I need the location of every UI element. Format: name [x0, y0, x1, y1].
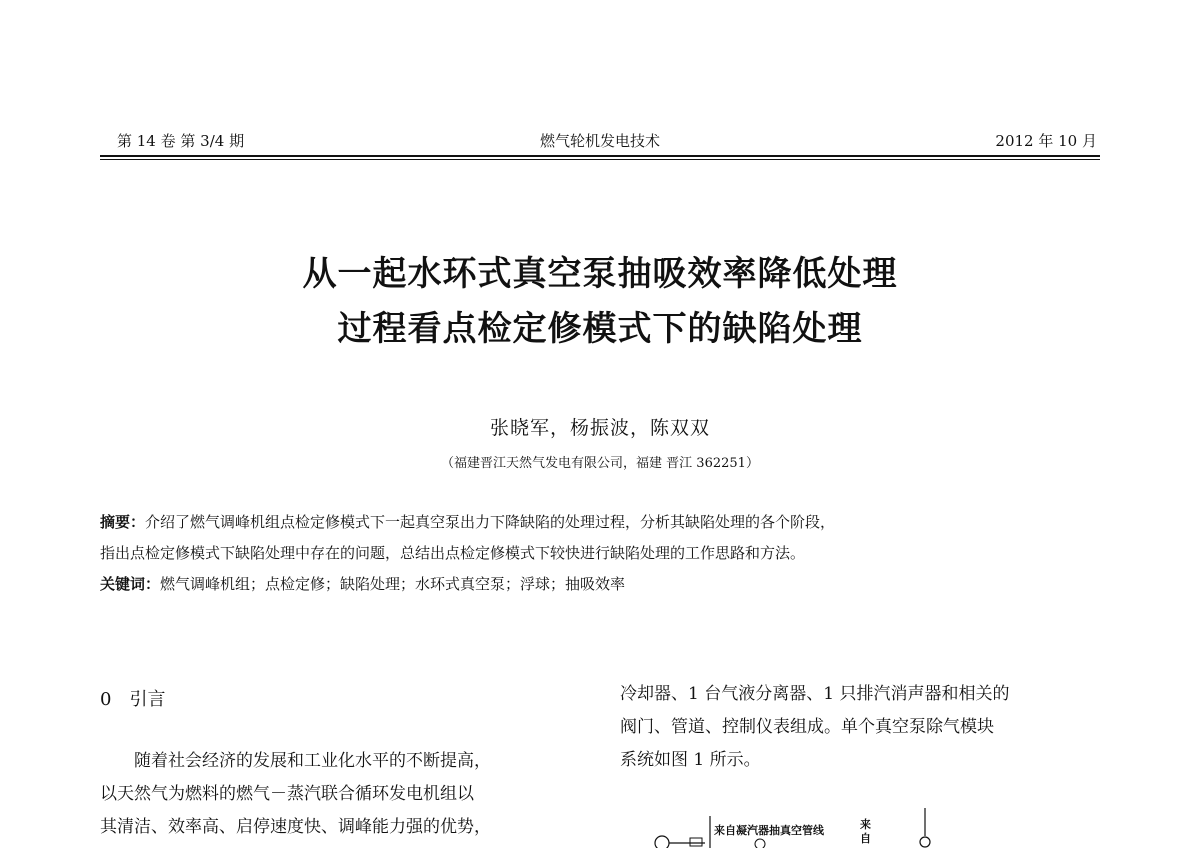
- abstract-label: 摘要：: [100, 513, 146, 531]
- affiliation: （福建晋江天然气发电有限公司，福建 晋江 362251）: [441, 456, 759, 471]
- figure-label: 来自凝汽器抽真空管线: [714, 824, 824, 837]
- paper-title-line1: 从一起水环式真空泵抽吸效率降低处理: [302, 254, 898, 294]
- section-title: 引言: [129, 689, 166, 710]
- figure-side-label: 来自: [860, 818, 871, 845]
- header-volume-issue: 第 14 卷 第 3/4 期: [117, 132, 245, 150]
- right-col-line2: 阀门、管道、控制仪表组成。单个真空泵除气模块: [620, 717, 994, 737]
- right-col-line3: 系统如图 1 所示。: [620, 750, 761, 770]
- abstract-line2: 指出点检定修模式下缺陷处理中存在的问题，总结出点检定修模式下较快进行缺陷处理的工作思路和方法。: [100, 544, 806, 562]
- authors: 张晓军，杨振波，陈双双: [489, 417, 710, 439]
- right-col-line1: 冷却器、1 台气液分离器、1 只排汽消声器和相关的: [620, 684, 1010, 704]
- abstract-text-1: 介绍了燃气调峰机组点检定修模式下一起真空泵出力下降缺陷的处理过程，分析其缺陷处理的各个阶段，: [145, 513, 836, 531]
- left-col-line3: 其清洁、效率高、启停速度快、调峰能力强的优势，: [100, 817, 491, 837]
- header-date: 2012 年 10 月: [995, 132, 1097, 150]
- section-number: 0: [100, 689, 112, 710]
- abstract-line1: [100, 507, 1110, 537]
- keywords-text: 燃气调峰机组；点检定修；缺陷处理；水环式真空泵；浮球；抽吸效率: [160, 575, 626, 593]
- left-col-line2: 以天然气为燃料的燃气－蒸汽联合循环发电机组以: [100, 784, 474, 804]
- left-col-line1: 随着社会经济的发展和工业化水平的不断提高，: [134, 751, 491, 771]
- header-rule-thin: [100, 159, 1100, 160]
- paper-title-line2: 过程看点检定修模式下的缺陷处理: [337, 309, 863, 349]
- keywords-label: 关键词：: [100, 575, 161, 593]
- header-journal-name: 燃气轮机发电技术: [539, 132, 660, 150]
- keywords: [100, 569, 1110, 599]
- figure-1-fragment: [650, 808, 950, 848]
- header-rule-thick: [100, 155, 1100, 157]
- section-heading: [100, 685, 183, 711]
